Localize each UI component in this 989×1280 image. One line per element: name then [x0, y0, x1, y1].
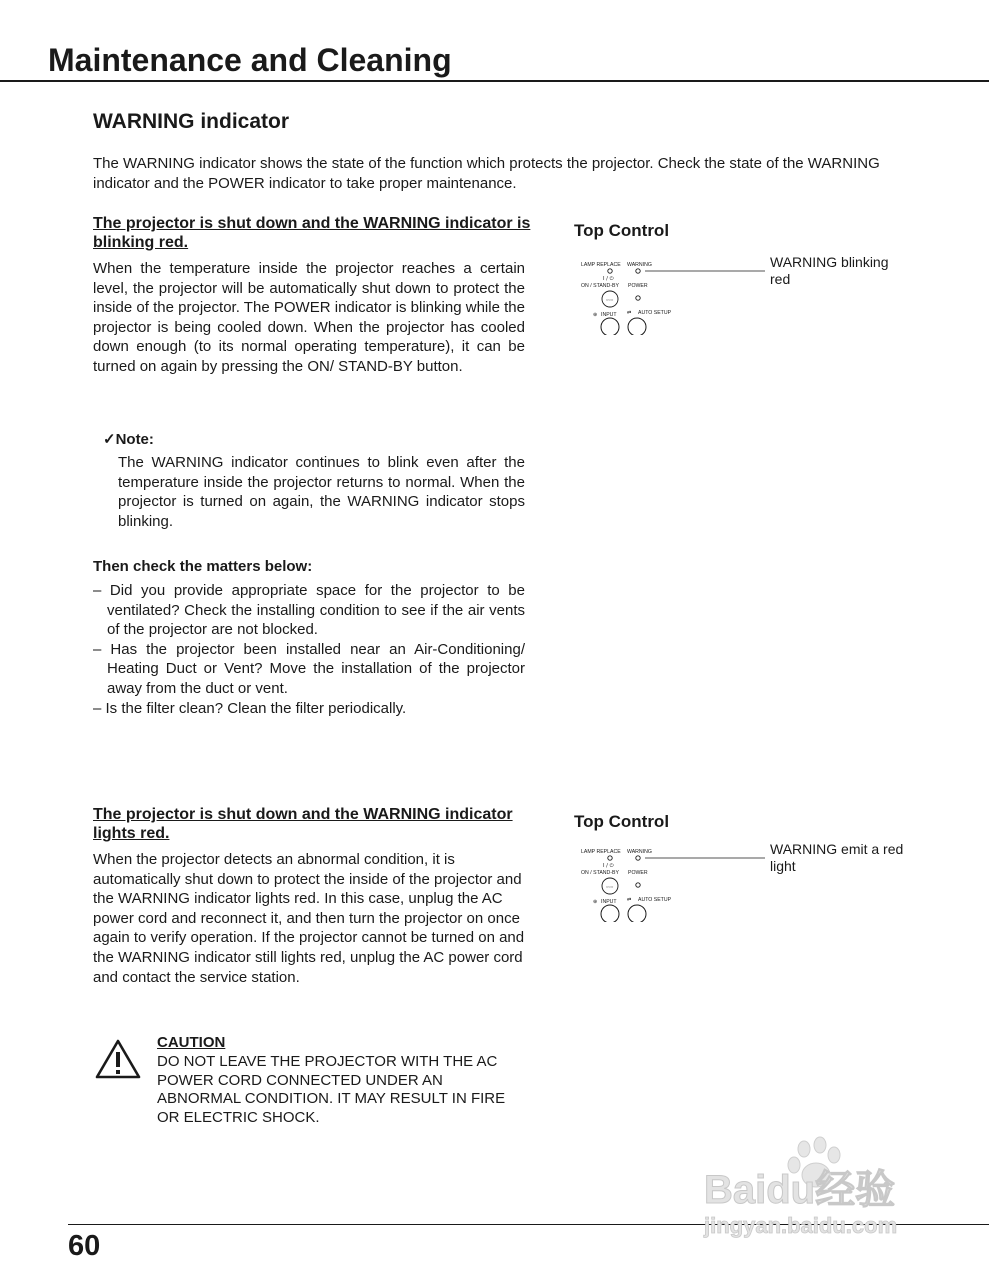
top-control-label: Top Control	[574, 812, 670, 831]
case2-body: When the projector detects an abnormal condition, it is automatically shut down to protect the inside of the projector and the WARNING indicator lights red. In this case, unplug the AC power cord and reconnect it, and then turn the projector on once again to verify operation. If the projector cannot be turned on and the WARNING indicator still lights red, unplug the AC power cord and contact the service station.	[93, 851, 525, 986]
top-control-panel-diagram	[575, 255, 775, 335]
page-title: Maintenance and Cleaning	[48, 42, 452, 78]
panel-power-symbol: I / ⏻	[603, 276, 614, 282]
lamp-replace-led-icon	[608, 269, 612, 273]
warning-led-icon	[636, 269, 640, 273]
title-divider	[0, 80, 989, 82]
check-list	[93, 581, 525, 718]
panel-power-symbol: I / ⏻	[603, 863, 614, 869]
power-led-icon	[636, 883, 640, 887]
list-item: – Has the projector been installed near an Air-Conditioning/ Heating Duct or Vent? Move the installation of the projector away from the duct or vent.	[93, 640, 525, 697]
intro-paragraph: The WARNING indicator shows the state of the function which protects the projector. Check the state of the WARNING indicator and the POWER indicator to take proper maintenance.	[93, 155, 880, 192]
panel-lamp-replace-label: LAMP REPLACE	[581, 849, 621, 855]
panel-on-standby-label: ON / STAND-BY	[581, 870, 619, 876]
page-number: 60	[68, 1230, 101, 1262]
note-body: The WARNING indicator continues to blink even after the temperature inside the projector returns to normal. When the projector is turned on again, the WARNING indicator stops blinking.	[118, 454, 525, 530]
warning-callout-text: WARNING emit a red light	[770, 841, 904, 874]
case1-body: When the temperature inside the projector reaches a certain level, the projector will be automatically shut down to protect the inside of the projector. The POWER indicator is blinking while the projector is being cooled down. When the projector has cooled down enough (to its normal operating temperature), it can be turned on again by pressing the ON/ STAND-BY button.	[93, 260, 525, 375]
panel-warning-label: WARNING	[627, 849, 652, 855]
auto-setup-button-icon	[628, 318, 646, 335]
panel-input-label: INPUT	[601, 899, 617, 905]
baidu-watermark-logo	[700, 1133, 940, 1243]
input-button-icon	[601, 905, 619, 922]
input-button-icon	[601, 318, 619, 335]
auto-setup-glyph-icon: ⇄	[627, 897, 632, 903]
list-item: – Is the filter clean? Clean the filter periodically.	[93, 699, 407, 717]
note-label: ✓Note:	[103, 431, 154, 448]
watermark-brand: Baidu经验	[704, 1168, 896, 1212]
panel-auto-setup-label: AUTO SETUP	[638, 310, 672, 316]
panel-warning-label: WARNING	[627, 262, 652, 268]
lamp-replace-led-icon	[608, 856, 612, 860]
caution-title: CAUTION	[157, 1034, 226, 1051]
panel-power-label: POWER	[628, 283, 648, 289]
auto-setup-button-icon	[628, 905, 646, 922]
caution-body: DO NOT LEAVE THE PROJECTOR WITH THE AC POWER CORD CONNECTED UNDER AN ABNORMAL CONDITION. IT MAY RESULT IN FIRE OR ELECTRIC SHOCK.	[157, 1053, 506, 1126]
check-heading: Then check the matters below:	[93, 558, 313, 575]
top-control-label: Top Control	[574, 221, 670, 240]
auto-setup-glyph-icon: ⇄	[627, 310, 632, 316]
warning-led-icon	[636, 856, 640, 860]
watermark-url: jingyan.baidu.com	[704, 1213, 898, 1238]
top-control-panel-diagram	[575, 842, 775, 922]
panel-auto-setup-label: AUTO SETUP	[638, 897, 672, 903]
standby-dots: ○○○	[606, 297, 614, 302]
panel-lamp-replace-label: LAMP REPLACE	[581, 262, 621, 268]
warning-triangle-icon	[95, 1038, 141, 1080]
panel-power-label: POWER	[628, 870, 648, 876]
input-glyph-icon: ⊕	[593, 312, 598, 318]
input-glyph-icon: ⊕	[593, 899, 598, 905]
section-heading: WARNING indicator	[93, 110, 290, 133]
warning-callout-text: WARNING blinking red	[770, 254, 889, 287]
power-led-icon	[636, 296, 640, 300]
panel-input-label: INPUT	[601, 312, 617, 318]
panel-on-standby-label: ON / STAND-BY	[581, 283, 619, 289]
case1-heading: The projector is shut down and the WARNING indicator is blinking red.	[93, 215, 531, 251]
case2-heading: The projector is shut down and the WARNING indicator lights red.	[93, 806, 513, 842]
standby-dots: ○○○	[606, 884, 614, 889]
list-item: – Did you provide appropriate space for the projector to be ventilated? Check the installing condition to see if the air vents of the projector are not blocked.	[93, 582, 525, 639]
